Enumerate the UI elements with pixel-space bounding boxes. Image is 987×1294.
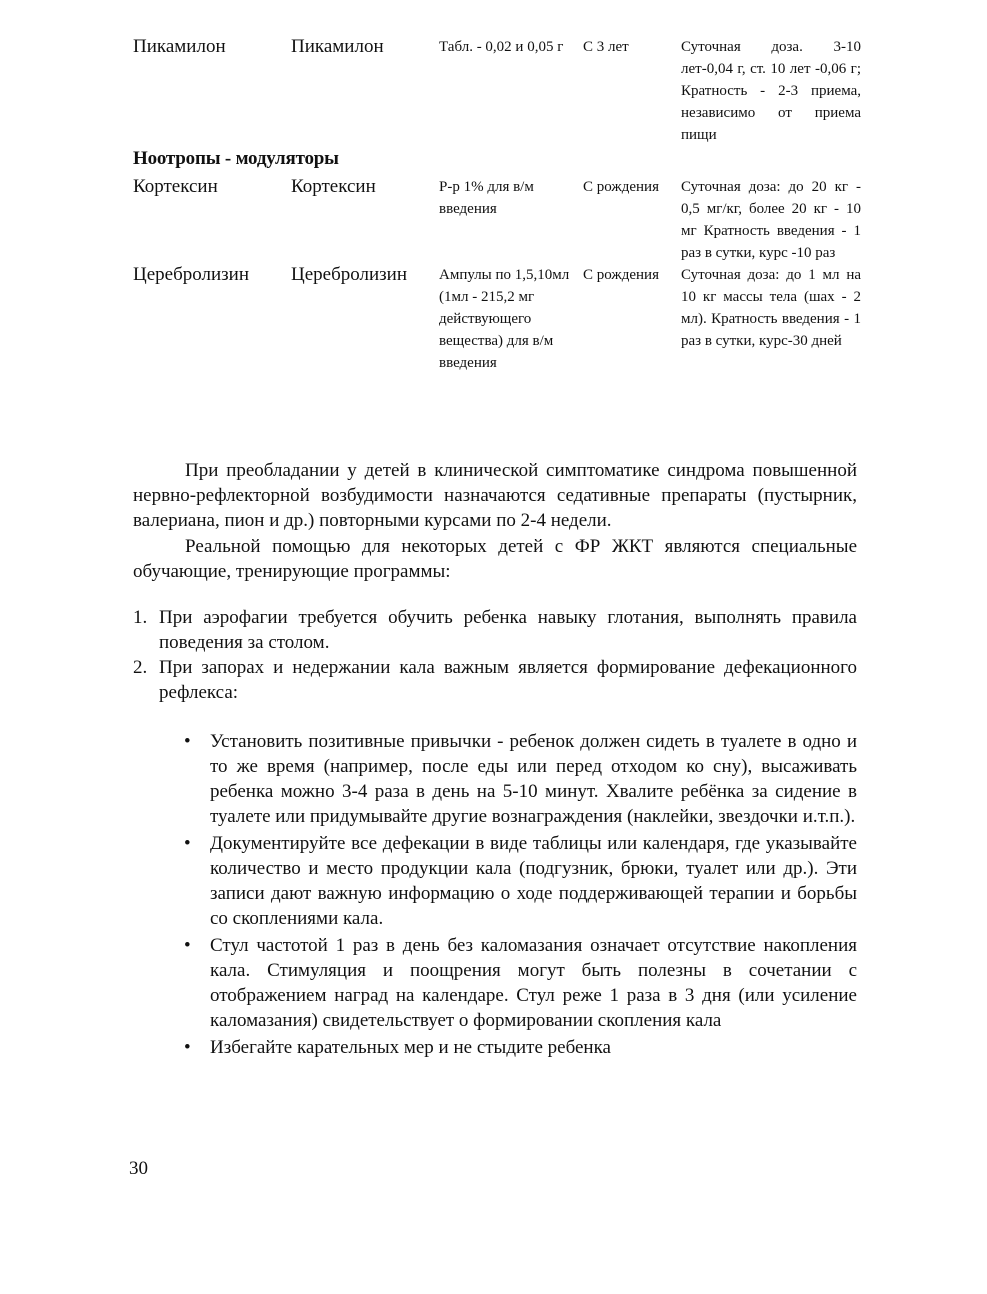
drug-form: Табл. - 0,02 и 0,05 г: [439, 39, 564, 55]
drug-dosing: Суточная доза. 3-10 лет-0,04 г, ст. 10 лет -0,06 г; Кратность - 2-3 приема, независимо от приема пищи: [681, 39, 861, 143]
table-row: [133, 176, 863, 264]
drug-form: Ампулы по 1,5,10мл (1мл - 215,2 мг действующего вещества) для в/м введения: [439, 267, 570, 371]
drug-age: С 3 лет: [583, 39, 629, 55]
list-item-text: Документируйте все дефекации в виде таблицы или календаря, где указывайте количество и место продукции кала (подгузник, брюки, туалет или др.). Эти записи дают важную информацию о ходе поддерживающей терапии и борьбы со скоплениями кала.: [210, 833, 857, 929]
body-paragraph: [133, 534, 857, 584]
drug-name: Церебролизин: [133, 264, 249, 285]
list-item: [182, 933, 857, 1033]
drug-age: С рождения: [583, 179, 659, 195]
drug-trade-name: Церебролизин: [291, 264, 407, 285]
list-item: [133, 655, 857, 705]
drug-table: [133, 36, 863, 374]
drug-form: Р-р 1% для в/м введения: [439, 179, 534, 217]
list-number: 1.: [133, 607, 148, 628]
bullet-icon: •: [184, 833, 191, 854]
list-item-text: При аэрофагии требуется обучить ребенка навыку глотания, выполнять правила поведения за столом.: [159, 607, 857, 653]
bullet-list: [182, 729, 857, 1062]
paragraph-text: При преобладании у детей в клинической симптоматике синдрома повышенной нервно-рефлекторной возбудимости назначаются седативные препараты (пустырник, валериана, пион и др.) повторными курсами по 2-4 недели.: [133, 460, 857, 531]
bullet-icon: •: [184, 1037, 191, 1058]
drug-trade-name: Пикамилон: [291, 36, 384, 57]
list-item-text: При запорах и недержании кала важным является формирование дефекационного рефлекса:: [159, 657, 857, 703]
drug-trade-name: Кортексин: [291, 176, 376, 197]
list-item-text: Избегайте карательных мер и не стыдите ребенка: [210, 1037, 611, 1058]
drug-name: Пикамилон: [133, 36, 226, 57]
page-number: 30: [129, 1158, 148, 1179]
drug-dosing: Суточная доза: до 1 мл на 10 кг массы тела (шах - 2 мл). Кратность введения - 1 раз в сутки, курс-30 дней: [681, 267, 861, 349]
bullet-icon: •: [184, 935, 191, 956]
list-item: [133, 605, 857, 655]
numbered-list: [133, 605, 857, 705]
bullet-icon: •: [184, 731, 191, 752]
drug-dosing: Суточная доза: до 20 кг - 0,5 мг/кг, более 20 кг - 10 мг Кратность введения - 1 раз в сутки, курс -10 раз: [681, 179, 861, 261]
list-item-text: Стул частотой 1 раз в день без каломазания означает отсутствие накопления кала. Стимуляция и поощрения могут быть полезны в сочетании с отображением наград на календаре. Стул реже 1 раза в 3 дня (или усиление каломазания) свидетельствует о формировании скопления кала: [210, 935, 857, 1031]
list-item-text: Установить позитивные привычки - ребенок должен сидеть в туалете в одно и то же время (например, после еды или перед отходом ко сну), высаживать ребенка можно 3-4 раза в день на 5-10 минут. Хвалите ребёнка за сидение в туалете или придумывайте другие вознаграждения (наклейки, звездочки и.т.п.).: [210, 731, 857, 827]
section-heading: Ноотропы - модуляторы: [133, 148, 339, 169]
table-row: [133, 264, 863, 374]
paragraph-text: Реальной помощью для некоторых детей с ФР ЖКТ являются специальные обучающие, тренирующие программы:: [133, 536, 857, 582]
list-item: [182, 831, 857, 931]
drug-name: Кортексин: [133, 176, 218, 197]
list-item: [182, 1035, 857, 1060]
body-paragraph: [133, 458, 857, 533]
list-number: 2.: [133, 657, 148, 678]
drug-age: С рождения: [583, 267, 659, 283]
table-row: [133, 36, 863, 146]
list-item: [182, 729, 857, 829]
